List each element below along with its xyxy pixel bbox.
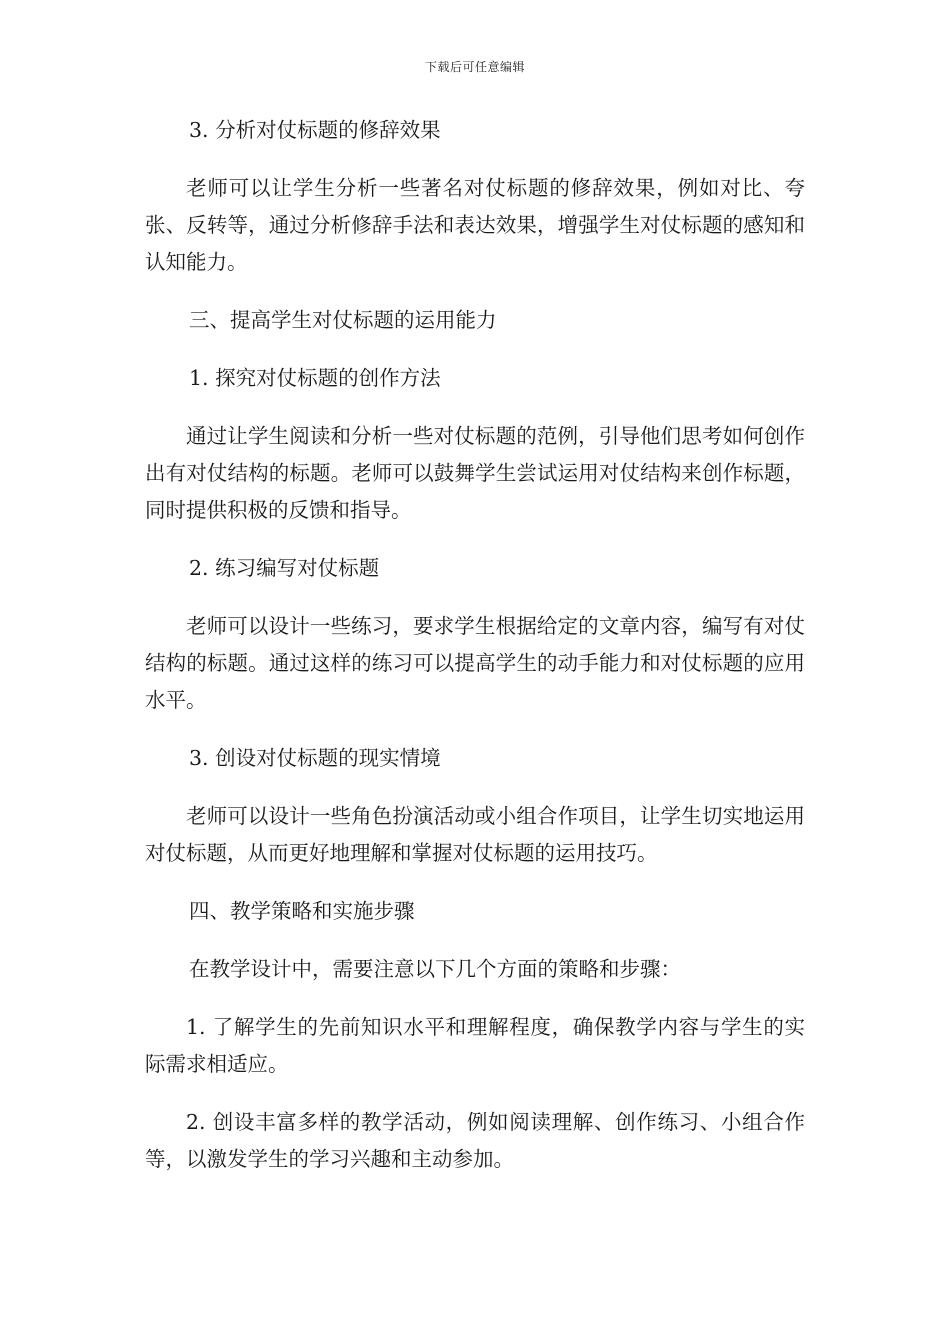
section-heading: 3. 分析对仗标题的修辞效果	[189, 118, 441, 142]
page-header: 下载后可任意编辑	[424, 60, 525, 74]
paragraph: 老师可以设计一些练习，要求学生根据给定的文章内容，编写有对仗结构的标题。通过这样的练习可以提高学生的动手能力和对仗标题的应用水平。	[145, 614, 805, 712]
section-heading: 2. 练习编写对仗标题	[189, 556, 380, 580]
paragraph: 通过让学生阅读和分析一些对仗标题的范例，引导他们思考如何创作出有对仗结构的标题。老师可以鼓舞学生尝试运用对仗结构来创作标题，同时提供积极的反馈和指导。	[145, 424, 805, 522]
paragraph: 1. 了解学生的先前知识水平和理解程度，确保教学内容与学生的实际需求相适应。	[145, 1015, 805, 1076]
section-heading: 3. 创设对仗标题的现实情境	[189, 746, 441, 770]
section-heading: 四、教学策略和实施步骤	[189, 899, 415, 923]
section-heading: 1. 探究对仗标题的创作方法	[189, 366, 441, 390]
document-body	[145, 112, 805, 1199]
intro-line: 在教学设计中，需要注意以下几个方面的策略和步骤：	[189, 957, 681, 981]
paragraph: 2. 创设丰富多样的教学活动，例如阅读理解、创作练习、小组合作等，以激发学生的学习兴趣和主动参加。	[145, 1110, 805, 1171]
paragraph: 老师可以设计一些角色扮演活动或小组合作项目，让学生切实地运用对仗标题，从而更好地理解和掌握对仗标题的运用技巧。	[145, 804, 805, 865]
section-heading: 三、提高学生对仗标题的运用能力	[189, 308, 497, 332]
paragraph: 老师可以让学生分析一些著名对仗标题的修辞效果，例如对比、夸张、反转等，通过分析修辞手法和表达效果，增强学生对仗标题的感知和认知能力。	[145, 176, 805, 274]
